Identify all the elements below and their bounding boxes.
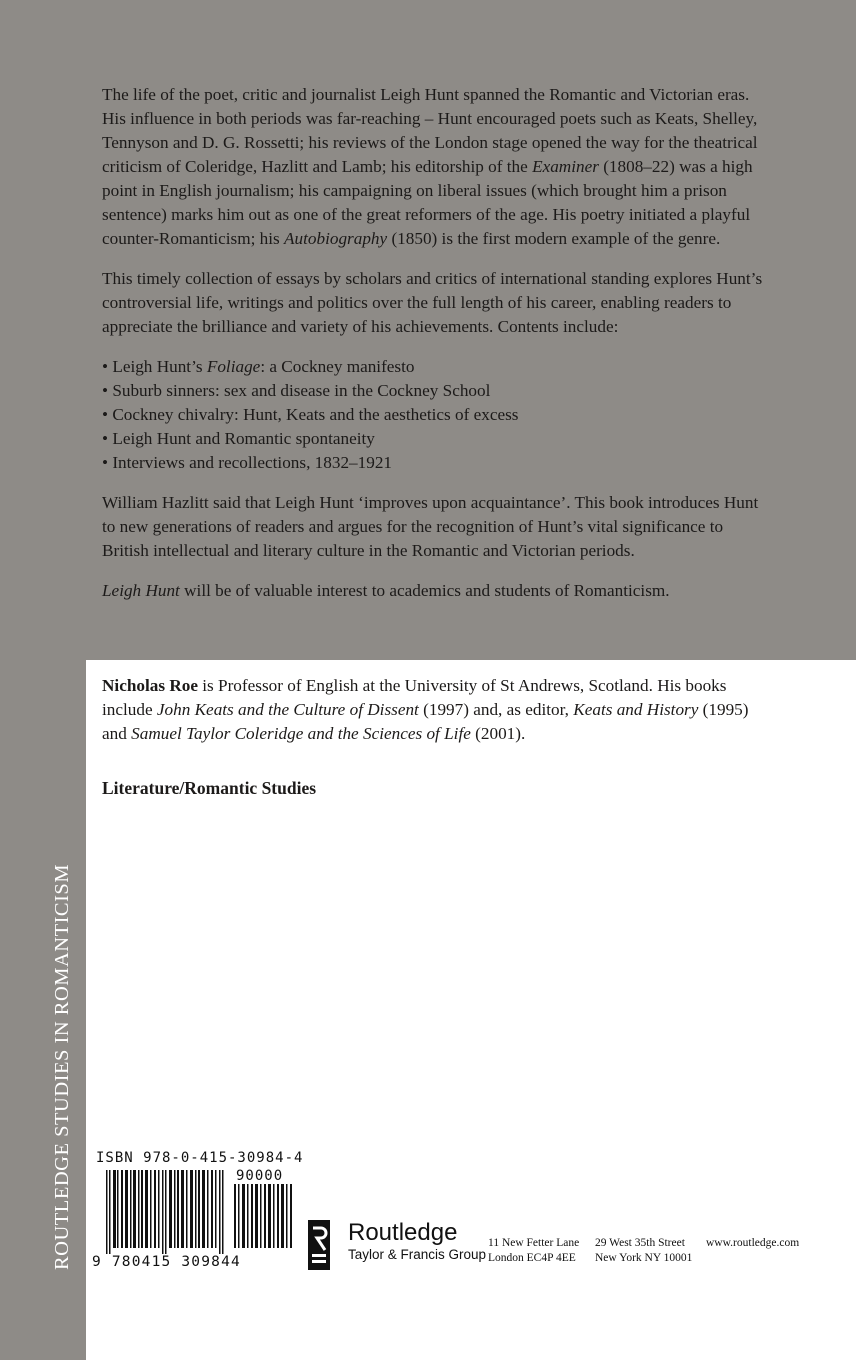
blurb-paragraph-2: This timely collection of essays by scholars and critics of international standing explores Hunt’s controversial life, writings and politics over the full length of his career, enabling readers to appreciate the brilliance and variety of his achievements. Contents include: <box>102 269 763 336</box>
book-title: Samuel Taylor Coleridge and the Sciences of Life <box>131 724 471 743</box>
blurb-paragraph-1: The life of the poet, critic and journalist Leigh Hunt spanned the Romantic and Victorian eras. His influence in both periods was far-reaching – Hunt encouraged poets such as Keats, Shelley, Tennyson and D. G. Rossetti; his reviews of the London stage opened the way for the theatrical criticism of Coleridge, Hazlitt and Lamb; his editorship of the Examiner (1808–22) was a high point in English journalism; his campaigning on liberal issues (which brought him a prison sentence) marks him out as one of the great reformers of the age. His poetry initiated a playful counter-Romanticism; his Autobiography (1850) is the first modern example of the genre. <box>102 85 758 248</box>
book-title: John Keats and the Culture of Dissent <box>156 700 419 719</box>
list-item: • Interviews and recollections, 1832–1921 <box>102 453 393 472</box>
list-item: • Suburb sinners: sex and disease in the Cockney School <box>102 381 491 400</box>
blurb-paragraph-3: William Hazlitt said that Leigh Hunt ‘improves upon acquaintance’. This book introduces Hunt to new generations of readers and argues for the recognition of Hunt’s vital significance to British intellectual and literary culture in the Romantic and Victorian periods. <box>102 493 759 560</box>
address-new-york: 29 West 35th Street New York NY 10001 <box>595 1237 693 1264</box>
address-london: 11 New Fetter Lane London EC4P 4EE <box>488 1237 580 1264</box>
description-area <box>0 0 856 660</box>
publisher-website: www.routledge.com <box>706 1237 800 1249</box>
blurb <box>102 83 772 619</box>
barcode-icon <box>106 1170 224 1254</box>
publisher-group: Taylor & Francis Group <box>348 1247 487 1262</box>
list-item: • Leigh Hunt and Romantic spontaneity <box>102 429 375 448</box>
routledge-logo-icon <box>308 1220 330 1270</box>
author-panel <box>86 660 856 1360</box>
publisher-brand <box>348 1220 486 1264</box>
blurb-paragraph-4: Leigh Hunt will be of valuable interest to academics and students of Romanticism. <box>102 581 670 600</box>
price-barcode-icon <box>234 1184 294 1248</box>
list-item: • Leigh Hunt’s Foliage: a Cockney manifesto <box>102 357 415 376</box>
author-bio: Nicholas Roe is Professor of English at the University of St Andrews, Scotland. His books include John Keats and the Culture of Dissent (1997) and, as editor, Keats and History (1995) and Samuel Taylor Coleridge and the Sciences of Life (2001). <box>102 676 749 743</box>
isbn-label: ISBN 978-0-415-30984-4 <box>96 1150 304 1166</box>
series-title: ROUTLEDGE STUDIES IN ROMANTICISM <box>51 863 73 1270</box>
subject-category: Literature/Romantic Studies <box>102 778 317 798</box>
barcode-digits: 9 780415 309844 <box>92 1254 241 1270</box>
author-name: Nicholas Roe <box>102 676 198 695</box>
price-code: 90000 <box>236 1168 284 1184</box>
publisher-name: Routledge <box>348 1219 458 1246</box>
examiner-title: Examiner <box>532 157 599 176</box>
book-title: Keats and History <box>573 700 699 719</box>
list-item: • Cockney chivalry: Hunt, Keats and the aesthetics of excess <box>102 405 519 424</box>
autobiography-title: Autobiography <box>284 229 388 248</box>
contents-list <box>102 355 772 475</box>
